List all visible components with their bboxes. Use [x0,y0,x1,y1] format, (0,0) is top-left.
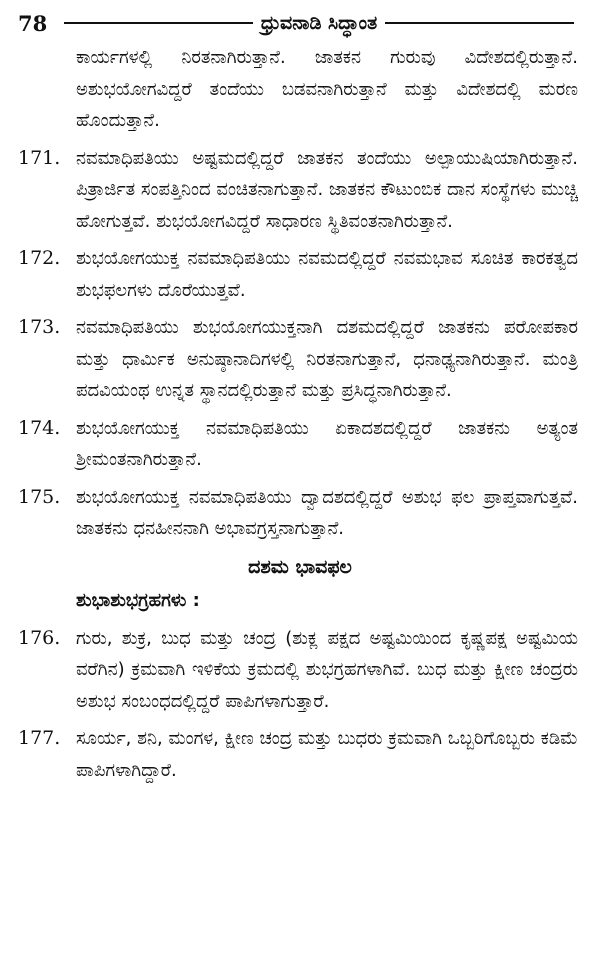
entry-text: ಸೂರ್ಯ, ಶನಿ, ಮಂಗಳ, ಕ್ಷೀಣ ಚಂದ್ರ ಮತ್ತು ಬುಧರು ಕ್ರಮವಾಗಿ ಒಬ್ಬರಿಗೊಬ್ಬರು ಕಡಿಮೆ ಪಾಪಿಗಳಾಗಿದ್ದಾರೆ. [76,728,578,781]
entry-number: 177. [18,727,61,749]
entry-number: 173. [18,316,61,338]
entry-text: ನವಮಾಧಿಪತಿಯು ಶುಭಯೋಗಯುಕ್ತನಾಗಿ ದಶಮದಲ್ಲಿದ್ದರೆ ಜಾತಕನು ಪರೋಪಕಾರ ಮತ್ತು ಧಾರ್ಮಿಕ ಅನುಷ್ಠಾನಾದಿಗಳಲ್ಲಿ ನಿರತನಾಗುತ್ತಾನೆ, ಧನಾಢ್ಯನಾಗಿರುತ್ತಾನೆ. ಮಂತ್ರಿ ಪದವಿಯಂಥ ಉನ್ನತ ಸ್ಥಾನದಲ್ಲಿರುತ್ತಾನೆ ಮತ್ತು ಪ್ರಸಿದ್ಧನಾಗಿರುತ್ತಾನೆ. [76,317,578,401]
list-item [18,723,578,786]
list-item [18,482,578,545]
list-item [18,413,578,476]
continuation-paragraph: ಕಾರ್ಯಗಳಲ್ಲಿ ನಿರತನಾಗಿರುತ್ತಾನೆ. ಜಾತಕನ ಗುರುವು ವಿದೇಶದಲ್ಲಿರುತ್ತಾನೆ. ಅಶುಭಯೋಗವಿದ್ದರೆ ತಂದೆಯು ಬಡವನಾಗಿರುತ್ತಾನೆ ಮತ್ತು ವಿದೇಶದಲ್ಲಿ ಮರಣ ಹೊಂದುತ್ತಾನೆ. [76,47,578,131]
page-number: 78 [18,10,48,36]
page-header [18,6,582,40]
header-rule-left [64,22,253,24]
list-item [18,143,578,238]
entry-number: 176. [18,626,61,649]
entry-text: ಶುಭಯೋಗಯುಕ್ತ ನವಮಾಧಿಪತಿಯು ನವಮದಲ್ಲಿದ್ದರೆ ನವಮಭಾವ ಸೂಚಿತ ಕಾರಕತ್ವದ ಶುಭಫಲಗಳು ದೊರೆಯುತ್ತವೆ. [76,248,578,301]
header-rule-right [385,22,574,24]
entry-text: ನವಮಾಧಿಪತಿಯು ಅಷ್ಟಮದಲ್ಲಿದ್ದರೆ ಜಾತಕನ ತಂದೆಯು ಅಲ್ಪಾಯುಷಿಯಾಗಿರುತ್ತಾನೆ. ಪಿತ್ರಾರ್ಜಿತ ಸಂಪತ್ತಿನಿಂದ ವಂಚಿತನಾಗುತ್ತಾನೆ. ಜಾತಕನ ಕೌಟುಂಬಿಕ ದಾನ ಸಂಸ್ಥೆಗಳು ಮುಚ್ಚಿ ಹೋಗುತ್ತವೆ. ಶುಭಯೋಗವಿದ್ದರೆ ಸಾಧಾರಣ ಸ್ಥಿತಿವಂತನಾಗಿರುತ್ತಾನೆ. [76,147,578,232]
entry-text: ಗುರು, ಶುಕ್ರ, ಬುಧ ಮತ್ತು ಚಂದ್ರ (ಶುಕ್ಲ ಪಕ್ಷದ ಅಷ್ಟಮಿಯಿಂದ ಕೃಷ್ಣಪಕ್ಷ ಅಷ್ಟಮಿಯ ವರೆಗಿನ) ಕ್ರಮವಾಗಿ ಇಳಿಕೆಯ ಕ್ರಮದಲ್ಲಿ ಶುಭಗ್ರಹಗಳಾಗಿವೆ. ಬುಧ ಮತ್ತು ಕ್ಷೀಣ ಚಂದ್ರರು ಅಶುಭ ಸಂಬಂಧದಲ್ಲಿದ್ದರೆ ಪಾಪಿಗಳಾಗುತ್ತಾರೆ. [76,627,578,712]
entry-number: 172. [18,247,61,269]
section-heading: ದಶಮ ಭಾವಫಲ [248,555,352,578]
list-item [18,312,578,407]
entry-number: 171. [18,146,61,169]
list-item [18,243,578,306]
entry-text: ಶುಭಯೋಗಯುಕ್ತ ನವಮಾಧಿಪತಿಯು ದ್ವಾದಶದಲ್ಲಿದ್ದರೆ ಅಶುಭ ಫಲ ಪ್ರಾಪ್ತವಾಗುತ್ತವೆ. ಜಾತಕನು ಧನಹೀನನಾಗಿ ಅಭಾವಗ್ರಸ್ತನಾಗುತ್ತಾನೆ. [76,486,578,539]
sub-heading: ಶುಭಾಶುಭಗ್ರಹಗಳು : [76,589,200,611]
entry-text: ಶುಭಯೋಗಯುಕ್ತ ನವಮಾಧಿಪತಿಯು ಏಕಾದಶದಲ್ಲಿದ್ದರೆ ಜಾತಕನು ಅತ್ಯಂತ ಶ್ರೀಮಂತನಾಗಿರುತ್ತಾನೆ. [76,417,578,470]
list-item [18,623,578,718]
entry-number: 175. [18,485,61,508]
entry-number: 174. [18,416,61,439]
running-title: ಧ್ರುವನಾಡಿ ಸಿದ್ಧಾಂತ [260,12,378,34]
